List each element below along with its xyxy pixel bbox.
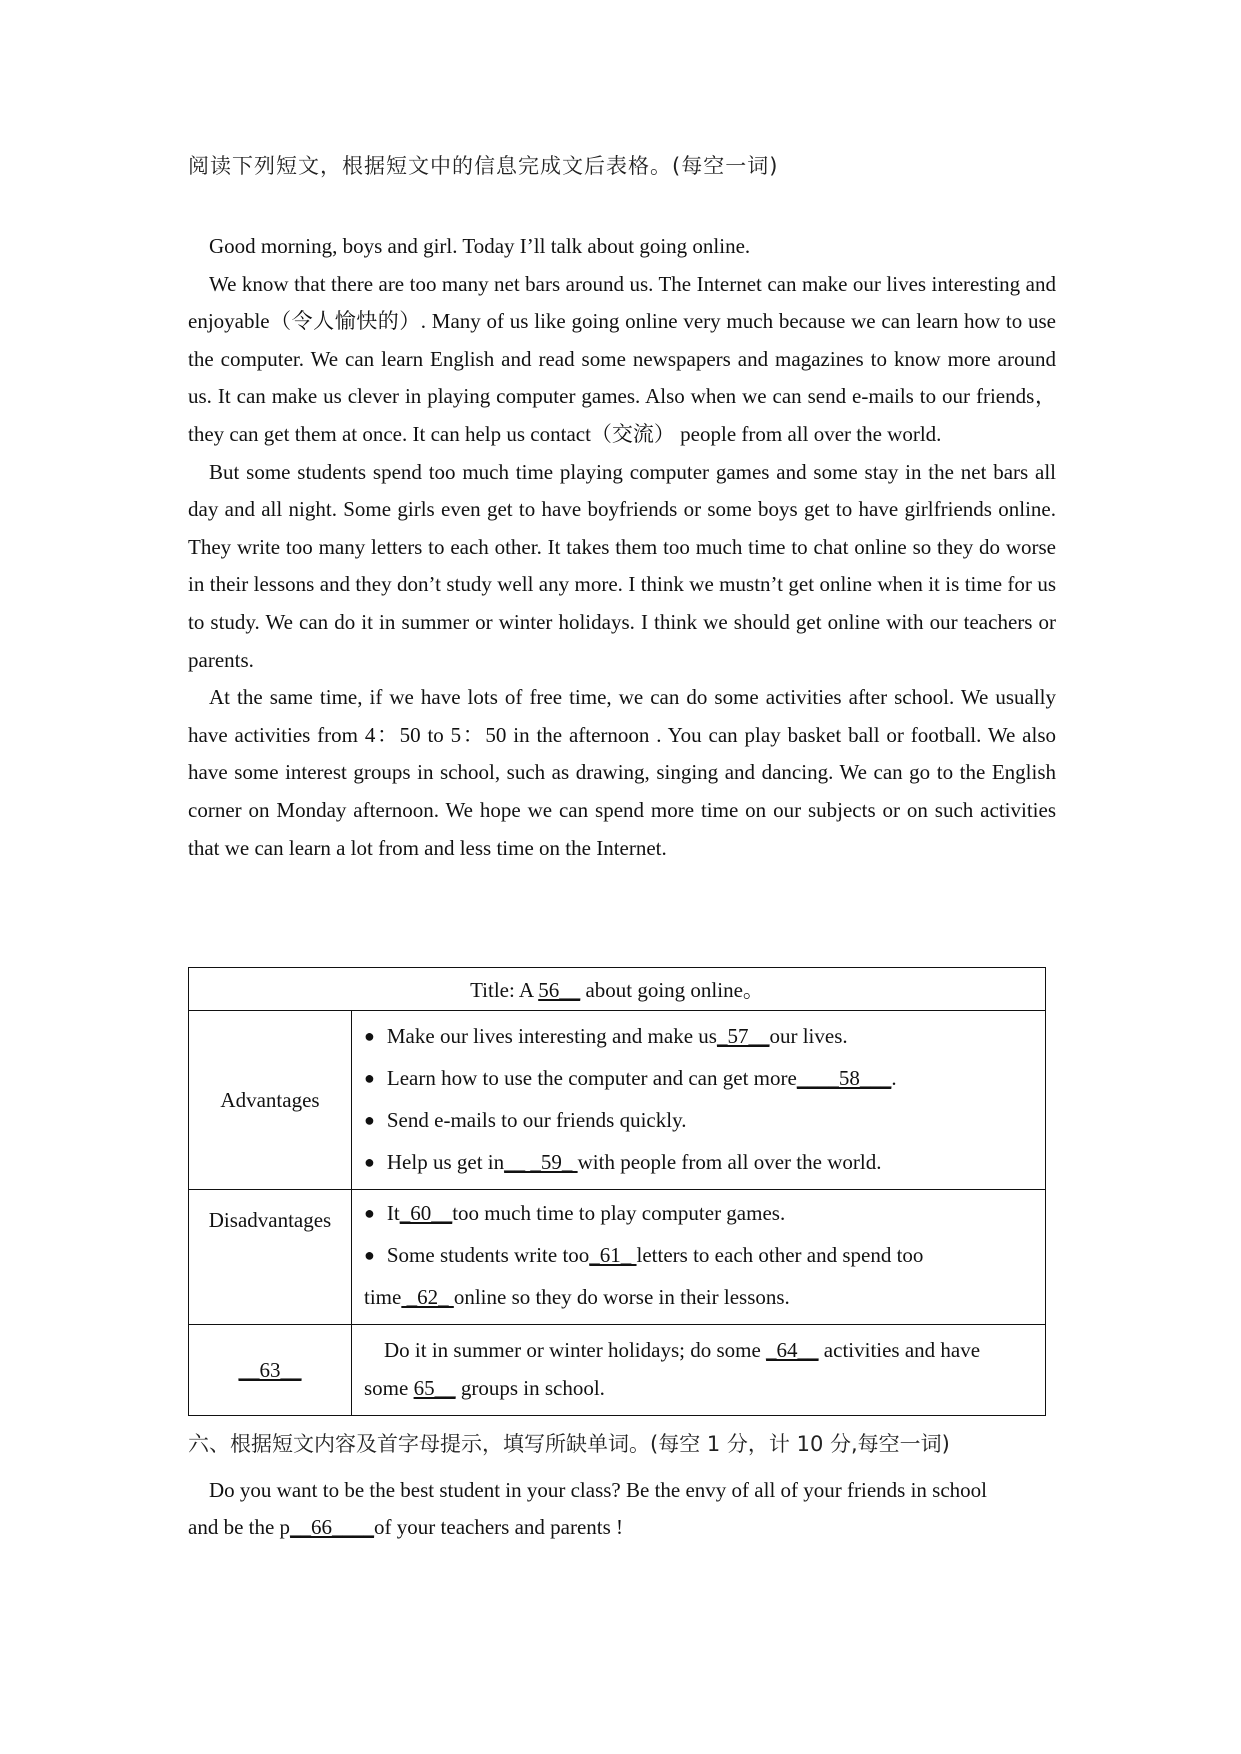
- passage-paragraph-2: We know that there are too many net bars around us. The Internet can make our lives interesting and enjoyable（令人愉快的）. Many of us like going online very much because we can learn how to use the computer. We can learn English and read some newspapers and magazines to know more around us. It can make us clever in playing computer games. Also when we can send e-mails to our friends， they can get them at once. It can help us contact（交流） people from all over the world.: [188, 271, 1056, 446]
- passage-paragraph-1: Good morning, boys and girl. Today I’ll talk about going online.: [209, 234, 751, 258]
- suggestions-row: [189, 1325, 1046, 1416]
- list-item: ● Some students write too _61_ letters to each other and spend too: [364, 1234, 1037, 1276]
- list-item: ● It _60__ too much time to play computer games.: [364, 1192, 1037, 1234]
- blank-60[interactable]: _60__: [399, 1201, 453, 1225]
- advantages-row: [189, 1011, 1046, 1190]
- bullet-icon: ●: [364, 1152, 375, 1172]
- section-six-heading: 六、根据短文内容及首字母提示，填写所缺单词。(每空 1 分，计 10 分,每空一词): [188, 1432, 950, 1456]
- table-title-cell: Title: A 56__ about going online。: [189, 968, 1046, 1011]
- suggestions-line-2: some 65__ groups in school.: [364, 1376, 605, 1400]
- blank-58[interactable]: ____58___: [796, 1066, 892, 1090]
- blank-57[interactable]: _57__: [716, 1024, 770, 1048]
- reading-instruction: 阅读下列短文，根据短文中的信息完成文后表格。(每空一词): [188, 154, 779, 178]
- list-item: ● Make our lives interesting and make us _57__ our lives.: [364, 1015, 1037, 1057]
- section-six-line-1: Do you want to be the best student in your class? Be the envy of all of your friends in school: [209, 1478, 988, 1502]
- blank-64[interactable]: _64__: [766, 1338, 819, 1362]
- suggestions-line-1: Do it in summer or winter holidays; do some _64__ activities and have: [384, 1338, 981, 1362]
- bullet-icon: ●: [364, 1026, 375, 1046]
- blank-62[interactable]: _62_: [401, 1285, 454, 1309]
- bullet-icon: ●: [364, 1068, 375, 1088]
- reading-passage: [188, 228, 1056, 867]
- list-item: ● Send e-mails to our friends quickly.: [364, 1099, 1037, 1141]
- blank-66[interactable]: __66____: [290, 1515, 375, 1539]
- blank-63[interactable]: __63__: [189, 1325, 352, 1416]
- section-six-passage: [188, 1472, 1056, 1546]
- passage-paragraph-3: But some students spend too much time playing computer games and some stay in the net bars all day and all night. Some girls even get to have boyfriends or some boys get to have girlfriends online. They write too many letters to each other. It takes them too much time to chat online so they do worse in their lessons and they don’t study well any more. I think we mustn’t get online when it is time for us to study. We can do it in summer or winter holidays. I think we should get online with our teachers or parents.: [188, 459, 1056, 672]
- disadvantages-row: [189, 1190, 1046, 1325]
- summary-table: [188, 967, 1046, 1416]
- blank-65[interactable]: 65__: [413, 1376, 456, 1400]
- bullet-icon: ●: [364, 1245, 375, 1265]
- advantages-list: [352, 1011, 1046, 1190]
- disadvantages-label: Disadvantages: [189, 1190, 352, 1325]
- suggestions-cell: [352, 1325, 1046, 1416]
- section-six-line-2: and be the p__66____of your teachers and parents !: [188, 1515, 624, 1539]
- list-item: ● Help us get in __ _59_ with people from all over the world.: [364, 1141, 1037, 1183]
- bullet-icon: ●: [364, 1203, 375, 1223]
- advantages-label: Advantages: [189, 1011, 352, 1190]
- table-title-row: [189, 968, 1046, 1011]
- blank-59[interactable]: __ _59_: [504, 1150, 578, 1174]
- list-item-continuation: time _62_ online so they do worse in their lessons.: [364, 1276, 1037, 1318]
- blank-56[interactable]: 56__: [538, 978, 581, 1002]
- blank-61[interactable]: _61_: [589, 1243, 637, 1267]
- disadvantages-list: [352, 1190, 1046, 1325]
- bullet-icon: ●: [364, 1110, 375, 1130]
- passage-paragraph-4: At the same time, if we have lots of free time, we can do some activities after school. We usually have activities from 4：50 to 5：50 in the afternoon . You can play basket ball or football. We also have some interest groups in school, such as drawing, singing and dancing. We can go to the English corner on Monday afternoon. We hope we can spend more time on our subjects or on such activities that we can learn a lot from and less time on the Internet.: [188, 685, 1056, 860]
- list-item: ● Learn how to use the computer and can get more ____58___ .: [364, 1057, 1037, 1099]
